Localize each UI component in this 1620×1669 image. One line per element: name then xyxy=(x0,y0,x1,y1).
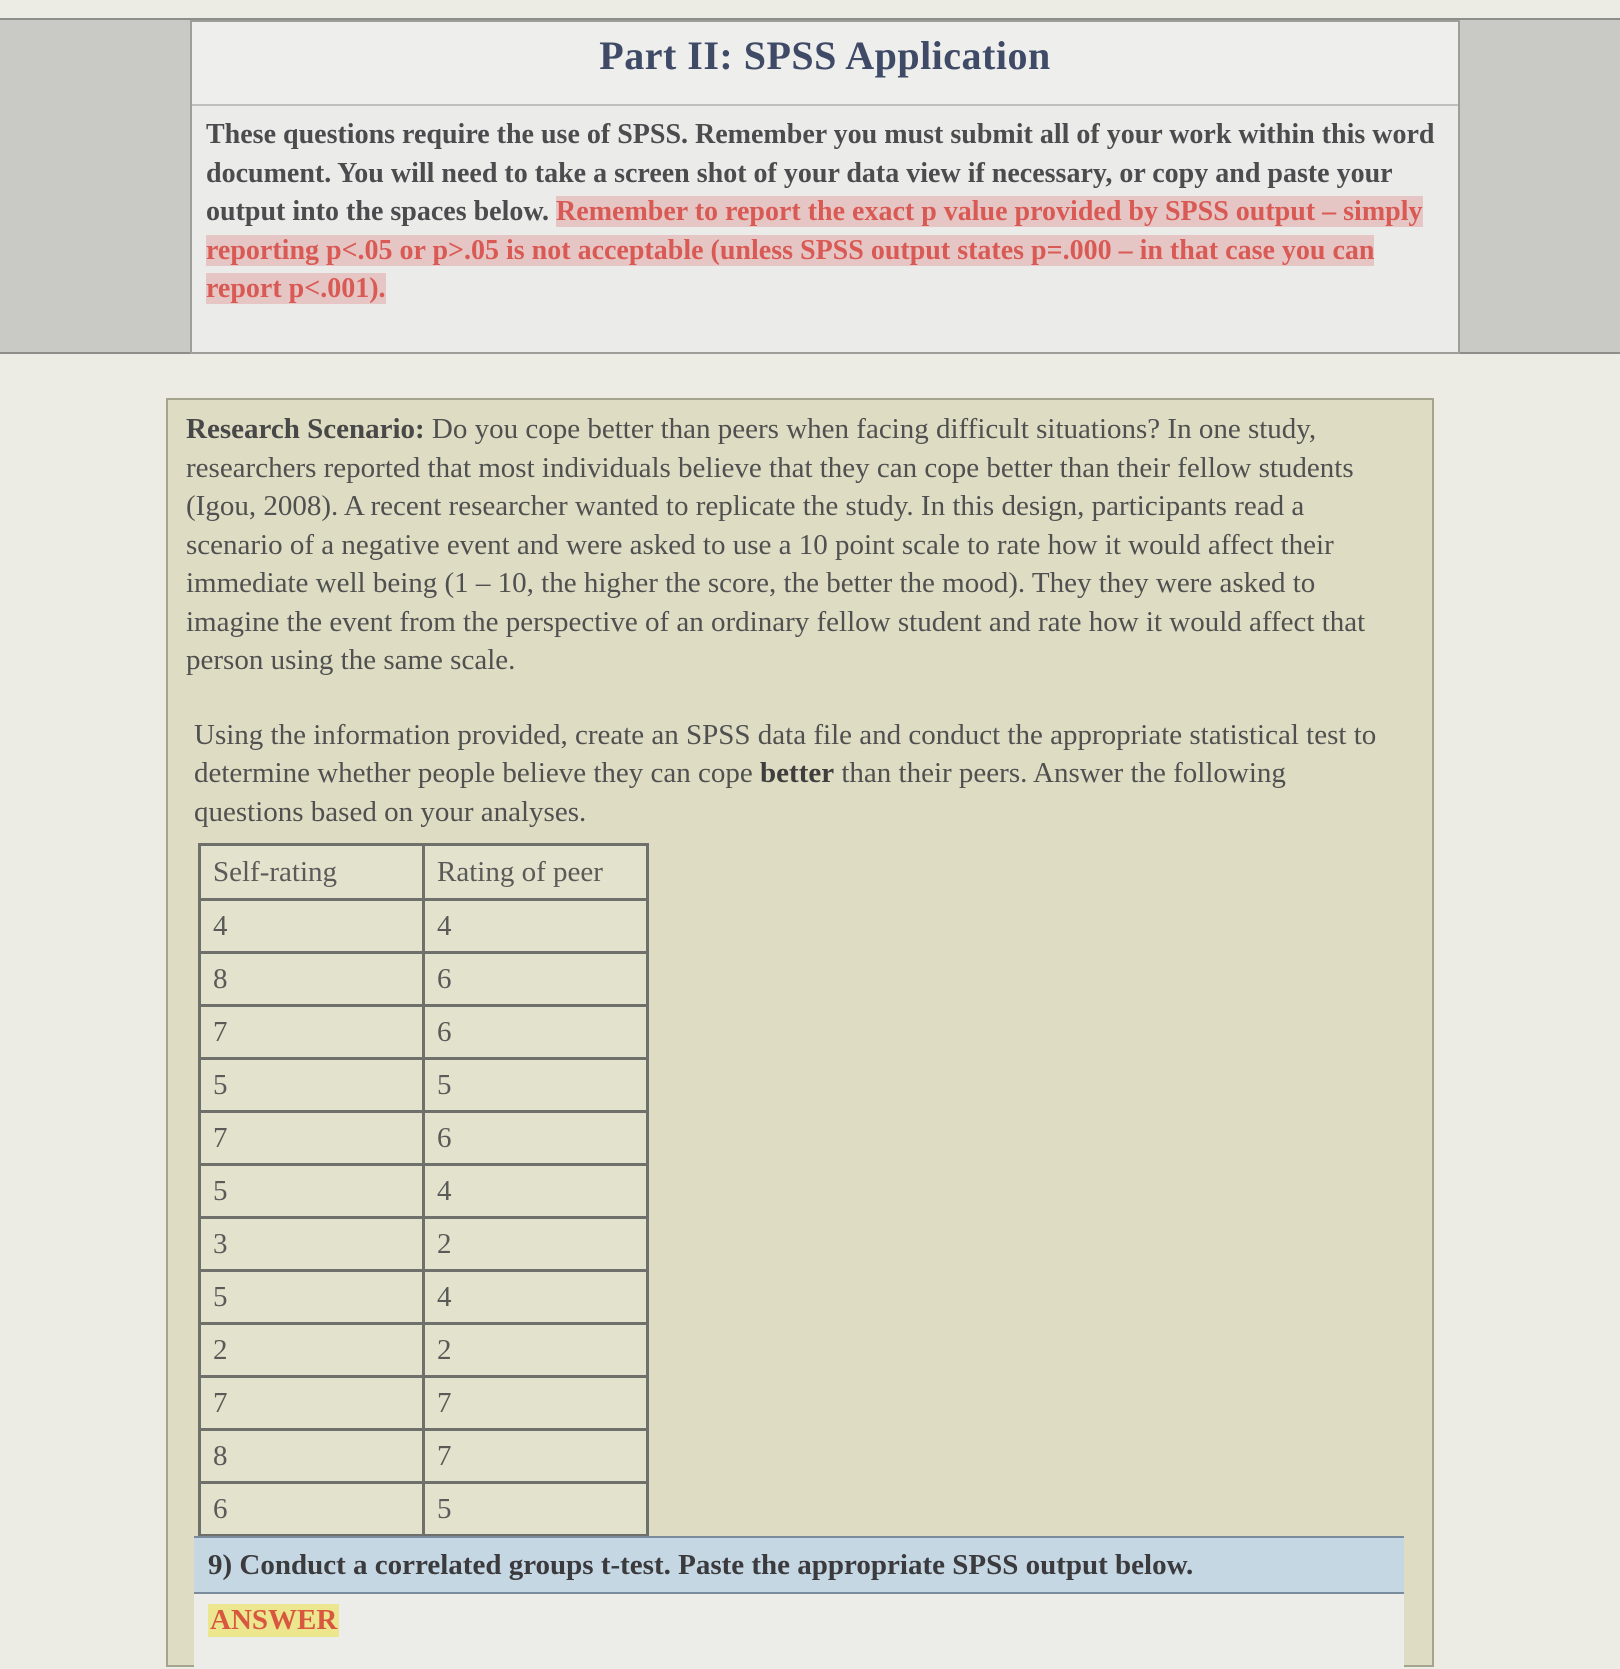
column-header-self-rating: Self-rating xyxy=(200,845,424,900)
question-9: 9) Conduct a correlated groups t-test. Paste the appropriate SPSS output below. xyxy=(194,1536,1404,1594)
self-rating-cell: 2 xyxy=(200,1324,424,1377)
peer-rating-cell: 6 xyxy=(424,953,648,1006)
self-rating-cell: 7 xyxy=(200,1112,424,1165)
answer-area[interactable] xyxy=(194,1594,1404,1669)
self-rating-cell: 5 xyxy=(200,1271,424,1324)
column-header-peer-rating: Rating of peer xyxy=(424,845,648,900)
peer-rating-cell: 5 xyxy=(424,1483,648,1536)
instructions-before: Using the information provided, create an SPSS data file and conduct the appropriate statistical test to determine whether people believe they can cope xyxy=(194,718,1377,789)
peer-rating-cell: 6 xyxy=(424,1006,648,1059)
table-header-row xyxy=(200,845,648,900)
table-row xyxy=(200,1324,648,1377)
scenario-label: Research Scenario: xyxy=(186,413,425,445)
instructions-emphasis: better xyxy=(760,757,835,789)
table-row xyxy=(200,900,648,953)
table-row xyxy=(200,1006,648,1059)
peer-rating-cell: 6 xyxy=(424,1112,648,1165)
table-row xyxy=(200,1271,648,1324)
table-row xyxy=(200,1112,648,1165)
peer-rating-cell: 7 xyxy=(424,1430,648,1483)
peer-rating-cell: 4 xyxy=(424,1271,648,1324)
self-rating-cell: 3 xyxy=(200,1218,424,1271)
self-rating-cell: 5 xyxy=(200,1165,424,1218)
self-rating-cell: 5 xyxy=(200,1059,424,1112)
instructions-after: than their peers. Answer the following questions based on your analyses. xyxy=(194,757,1286,828)
answer-label: ANSWER xyxy=(210,1604,338,1636)
self-rating-cell: 7 xyxy=(200,1377,424,1430)
scenario-text: Do you cope better than peers when facing difficult situations? In one study, researchers reported that most individuals believe that they can cope better than their fellow students (Igou, 2008). A recent researcher wanted to replicate the study. In this design, participants read a scenario of a negative event and were asked to use a 10 point scale to rate how it would affect their immediate well being (1 – 10, the higher the score, the better the mood). They they were asked to imagine the event from the perspective of an ordinary fellow student and rate how it would affect that person using the same scale. xyxy=(186,413,1366,676)
self-rating-cell: 6 xyxy=(200,1483,424,1536)
page-title: Part II: SPSS Application xyxy=(192,22,1458,106)
self-rating-cell: 7 xyxy=(200,1006,424,1059)
part-intro xyxy=(192,106,1458,309)
peer-rating-cell: 5 xyxy=(424,1059,648,1112)
peer-rating-cell: 4 xyxy=(424,1165,648,1218)
table-row xyxy=(200,1377,648,1430)
scenario-box xyxy=(166,398,1434,1667)
self-rating-cell: 8 xyxy=(200,953,424,1006)
part-header-box xyxy=(190,20,1460,354)
table-row xyxy=(200,1483,648,1536)
table-row xyxy=(200,1059,648,1112)
p-value-warning-highlight: Remember to report the exact p value provided by SPSS output – simply reporting p<.05 or p>.05 is not acceptable (unless SPSS output states p=.000 – in that case you can report p<.001). xyxy=(206,196,1423,304)
ratings-table xyxy=(198,843,649,1537)
self-rating-cell: 4 xyxy=(200,900,424,953)
table-row xyxy=(200,1430,648,1483)
table-row xyxy=(200,1165,648,1218)
peer-rating-cell: 4 xyxy=(424,900,648,953)
part-intro-text: These questions require the use of SPSS. Remember you must submit all of your work within this word document. You will need to take a screen shot of your data view if necessary, or copy and paste your output into the spaces below. xyxy=(206,119,1435,227)
table-row xyxy=(200,953,648,1006)
research-scenario xyxy=(168,400,1432,680)
peer-rating-cell: 7 xyxy=(424,1377,648,1430)
peer-rating-cell: 2 xyxy=(424,1324,648,1377)
peer-rating-cell: 2 xyxy=(424,1218,648,1271)
table-row xyxy=(200,1218,648,1271)
instructions xyxy=(168,716,1432,832)
self-rating-cell: 8 xyxy=(200,1430,424,1483)
